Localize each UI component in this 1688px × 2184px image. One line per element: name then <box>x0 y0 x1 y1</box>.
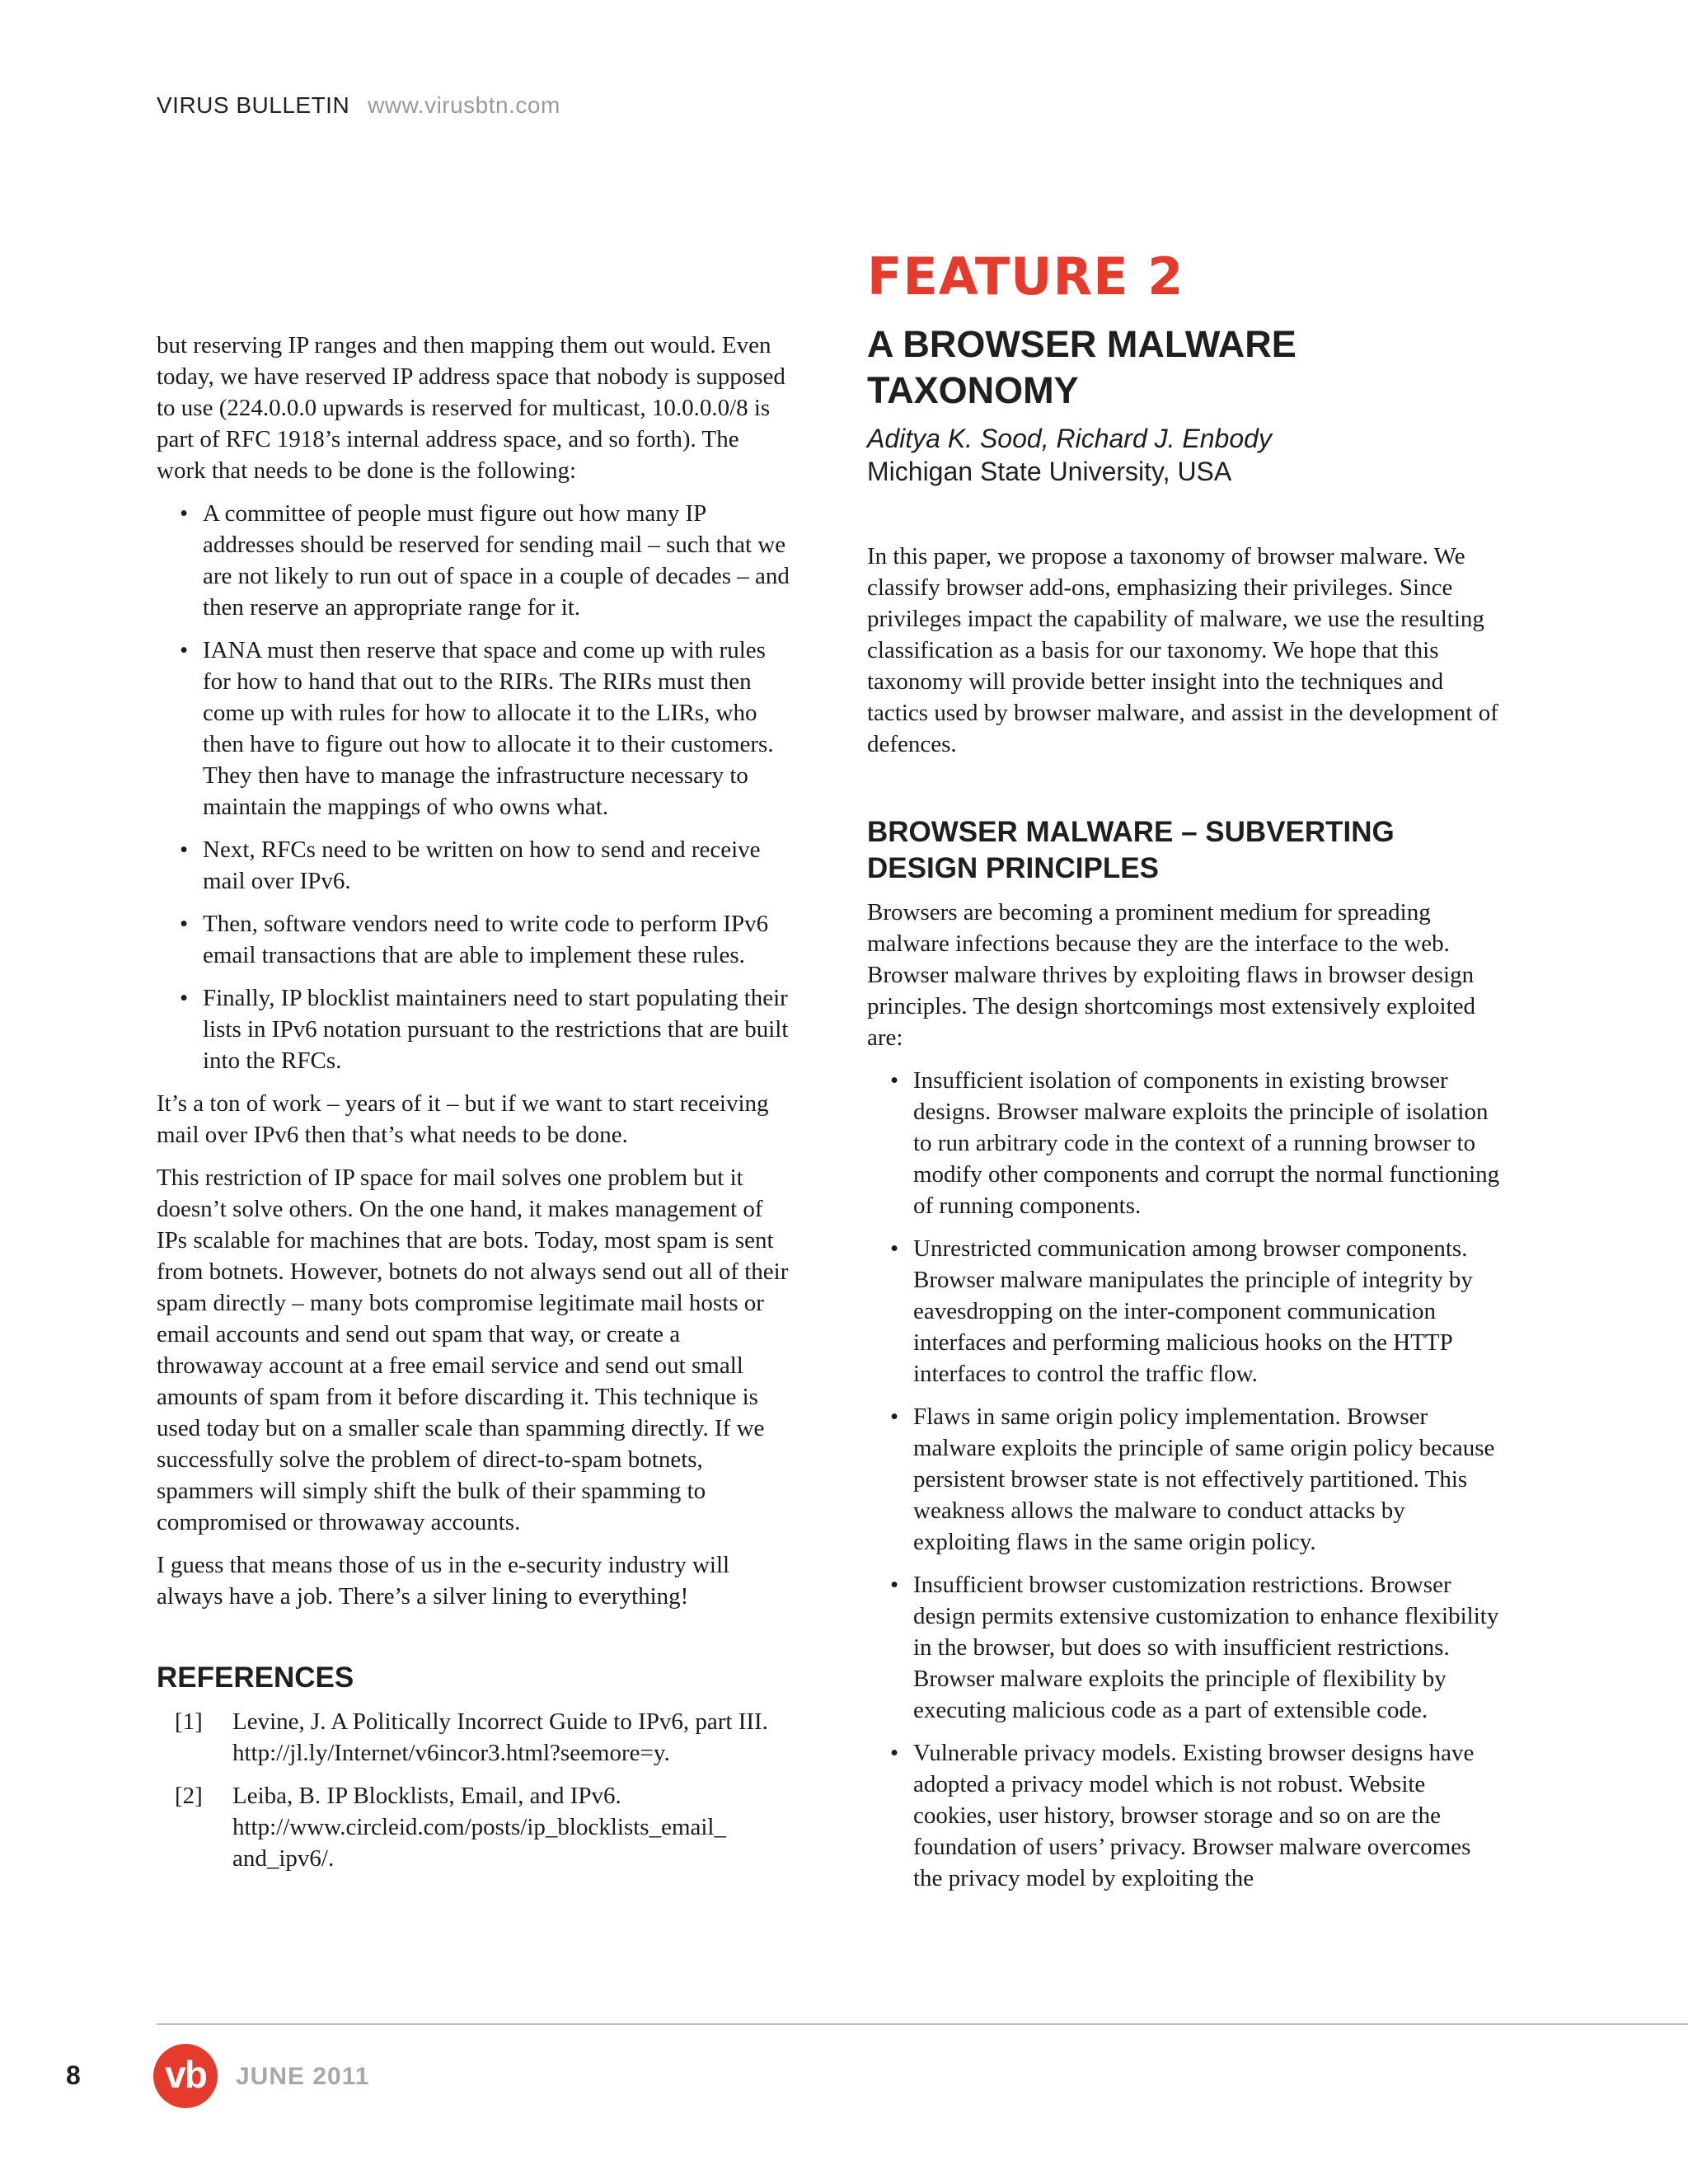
issue-date: JUNE 2011 <box>236 2063 370 2090</box>
bullet-icon: • <box>890 1235 899 1262</box>
page-number: 8 <box>66 2060 81 2090</box>
list-item: • IANA must then reserve that space and come up with rules for how to hand that out to the RIRs. The RIRs must then come up with rules for how to allocate it to the LIRs, who then have to figure out how to allocate it to their customers. They then have to manage the infrastructure necessary to maintain the mappings of who owns what. <box>157 635 791 823</box>
body-paragraph: I guess that means those of us in the e-security industry will always have a job. There’s a silver lining to everything! <box>157 1552 730 1610</box>
bullet-icon: • <box>180 837 189 863</box>
bullet-icon: • <box>180 985 189 1011</box>
abstract-paragraph: In this paper, we propose a taxonomy of browser malware. We classify browser add-ons, emphasizing their privileges. Since privileges impact the capability of malware, we use the resulting classification as a basis for our taxonomy. We hope that this taxonomy will provide better insight into the techniques and tactics used by browser malware, and assist in the development of defences. <box>867 543 1498 757</box>
author-affiliation: Michigan State University, USA <box>867 457 1232 486</box>
bullet-icon: • <box>890 1404 899 1430</box>
references-heading: REFERENCES <box>157 1661 354 1694</box>
section-heading: BROWSER MALWARE – SUBVERTING DESIGN PRINCIPLES <box>867 816 1395 884</box>
list-item: • Flaws in same origin policy implementation. Browser malware exploits the principle of same origin policy because persistent browser state is not effectively partitioned. This weakness allows the malware to conduct attacks by exploiting flaws in the same origin policy. <box>867 1401 1502 1558</box>
list-item: • Next, RFCs need to be written on how to send and receive mail over IPv6. <box>157 834 791 897</box>
bullet-icon: • <box>890 1067 899 1094</box>
reference-item: [1] Levine, J. A Politically Incorrect Guide to IPv6, part III. http://jl.ly/Internet/v6incor3.html?seemore=y. <box>175 1708 768 1766</box>
body-paragraph: This restriction of IP space for mail solves one problem but it doesn’t solve others. On the one hand, it makes management of IPs scalable for machines that are bots. Today, most spam is sent from botnets. However, botnets do not always send out all of their spam directly – many bots compromise legitimate mail hosts or email accounts and send out spam that way, or create a throwaway account at a free email service and send out small amounts of spam from it before discarding it. This technique is used today but on a smaller scale than spamming directly. If we successfully solve the problem of direct-to-spam botnets, spammers will simply shift the bulk of their spamming to compromised or throwaway accounts. <box>157 1165 789 1535</box>
list-item: • Insufficient isolation of components in existing browser designs. Browser malware exploits the principle of isolation to run arbitrary code in the context of a running browser to modify other components and corrupt the normal functioning of running components. <box>867 1065 1502 1221</box>
right-column <box>867 247 1502 1905</box>
publication-name: VIRUS BULLETIN <box>157 92 350 118</box>
footer-divider <box>157 2023 1688 2025</box>
feature-label: FEATURE 2 <box>867 246 1184 307</box>
list-item: • Finally, IP blocklist maintainers need to start populating their lists in IPv6 notation pursuant to the restrictions that are built into the RFCs. <box>157 982 791 1076</box>
article-title: A BROWSER MALWARE TAXONOMY <box>867 323 1296 411</box>
left-column <box>157 330 791 1886</box>
bullet-icon: • <box>890 1572 899 1598</box>
list-item: • Unrestricted communication among browser components. Browser malware manipulates the principle of integrity by eavesdropping on the inter-component communication interfaces and performing malicious hooks on the HTTP interfaces to control the traffic flow. <box>867 1233 1502 1390</box>
intro-paragraph: but reserving IP ranges and then mapping them out would. Even today, we have reserved IP address space that nobody is supposed to use (224.0.0.0 upwards is reserved for multicast, 10.0.0.0/8 is part of RFC 1918’s internal address space, and so forth). The work that needs to be done is the following: <box>157 332 785 484</box>
list-item: • Then, software vendors need to write code to perform IPv6 email transactions that are able to implement these rules. <box>157 908 791 971</box>
bullet-icon: • <box>180 637 189 663</box>
publication-url[interactable]: www.virusbtn.com <box>368 92 560 118</box>
reference-item: [2] Leiba, B. IP Blocklists, Email, and IPv6. http://www.circleid.com/posts/ip_blocklists_email_ and_ipv6/. <box>175 1783 726 1872</box>
requirements-list <box>157 498 791 1076</box>
list-item: • A committee of people must figure out how many IP addresses should be reserved for sending mail – such that we are not likely to run out of space in a couple of decades – and then reserve an appropriate range for it. <box>157 498 791 623</box>
article-authors: Aditya K. Sood, Richard J. Enbody <box>867 424 1272 453</box>
body-paragraph: It’s a ton of work – years of it – but if we want to start receiving mail over IPv6 then that’s what needs to be done. <box>157 1090 769 1148</box>
running-header <box>157 92 560 119</box>
list-item: • Insufficient browser customization restrictions. Browser design permits extensive customization to enhance flexibility in the browser, but does so with insufficient restrictions. Browser malware exploits the principle of flexibility by executing malicious code as a part of extensible code. <box>867 1569 1502 1726</box>
vb-logo-icon: vb <box>153 2044 218 2108</box>
bullet-icon: • <box>180 500 189 527</box>
shortcomings-list <box>867 1065 1502 1894</box>
bullet-icon: • <box>890 1740 899 1766</box>
list-item: • Vulnerable privacy models. Existing browser designs have adopted a privacy model which is not robust. Website cookies, user history, browser storage and so on are the foundation of users’ privacy. Browser malware overcomes the privacy model by exploiting the <box>867 1737 1502 1894</box>
references-list <box>157 1706 791 1874</box>
section-intro: Browsers are becoming a prominent medium for spreading malware infections because they are the interface to the web. Browser malware thrives by exploiting flaws in browser design principles. The design shortcomings most extensively exploited are: <box>867 899 1476 1051</box>
bullet-icon: • <box>180 911 189 937</box>
